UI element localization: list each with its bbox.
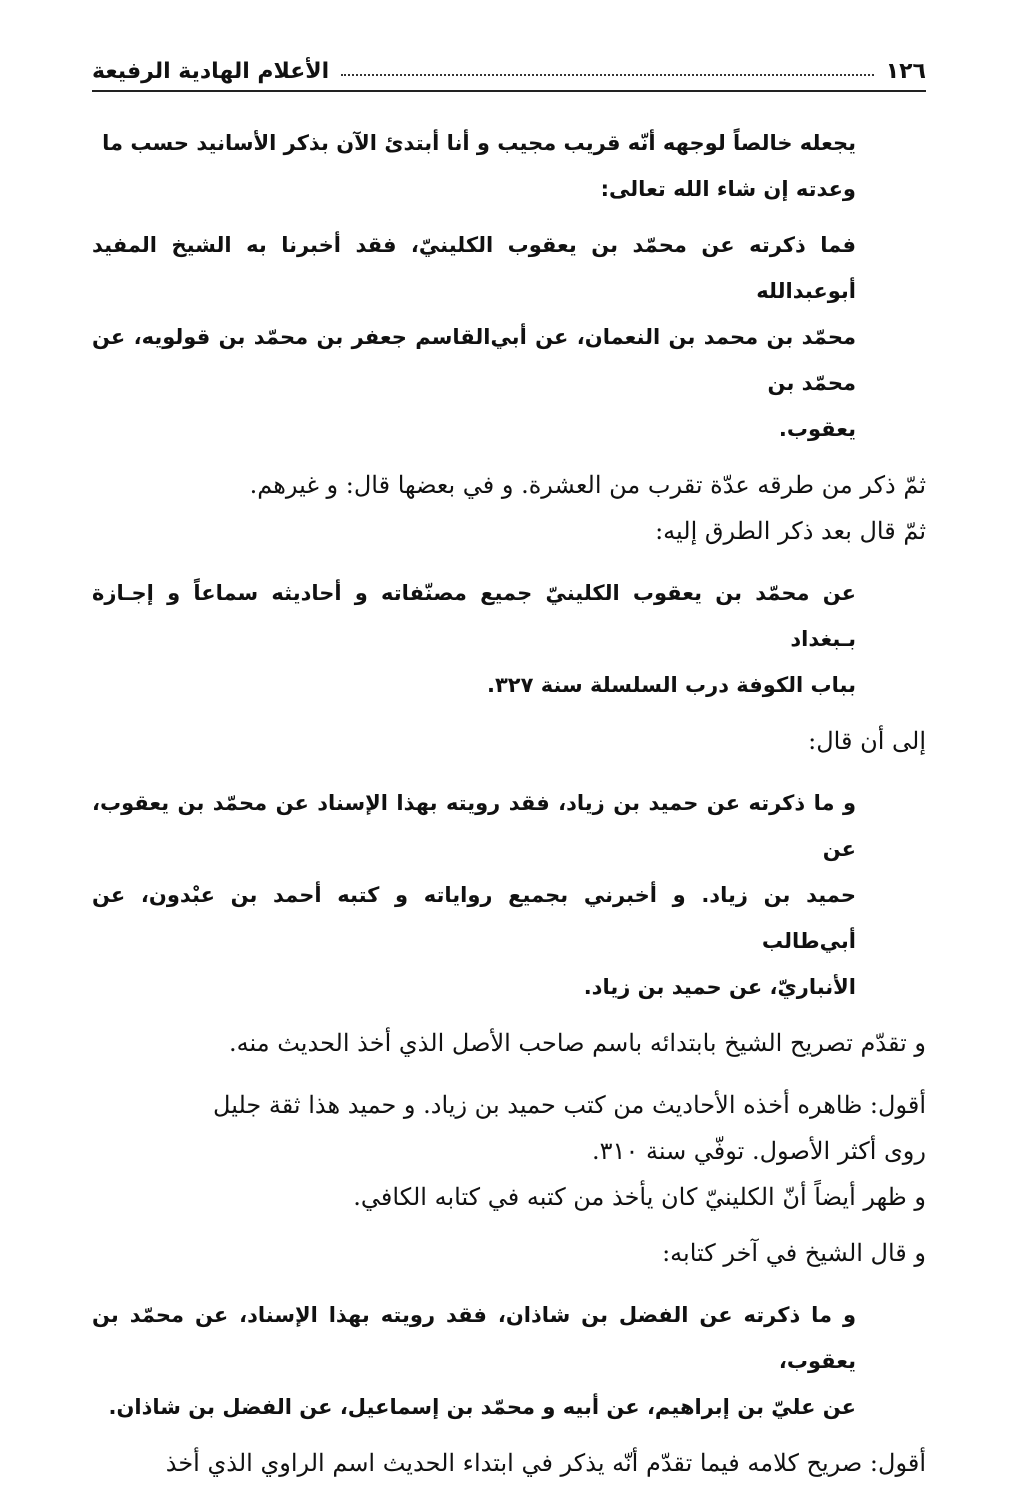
commentary-paragraph [92,1082,926,1220]
text-line: عن عليّ بن إبراهيم، عن أبيه و محمّد بن إسماعيل، عن الفضل بن شاذان. [108,1395,856,1419]
text-line: الأنباريّ، عن حميد بن زياد. [583,975,856,999]
text-line: يجعله خالصاً لوجهه أنّه قريب مجيب و أنا أبتدئ الآن بذكر الأسانيد حسب ما [102,131,856,155]
text-line: إلى أن قال: [808,727,926,755]
paragraph-gap [92,708,926,718]
text-line: و ما ذكرته عن حميد بن زياد، فقد رويته بهذا الإسناد عن محمّد بن يعقوب، عن [92,791,856,861]
text-line: أقول: صريح كلامه فيما تقدّم أنّه يذكر في ابتداء الحديث اسم الراوي الذي أخذ [165,1449,926,1477]
header-dot-leader [341,74,873,76]
commentary-paragraph [92,718,926,764]
paragraph-gap [92,764,926,780]
quoted-passage [92,780,926,1010]
page-body [92,120,926,1502]
commentary-paragraph [92,1230,926,1276]
commentary-paragraph [92,462,926,554]
page-header [92,52,926,92]
text-line: فما ذكرته عن محمّد بن يعقوب الكلينيّ، فقد أخبرنا به الشيخ المفيد أبوعبدالله [92,233,856,303]
quoted-passage [92,120,926,212]
commentary-paragraph [92,1440,926,1486]
text-line: و ظهر أيضاً أنّ الكلينيّ كان يأخذ من كتبه في كتابه الكافي. [353,1183,926,1211]
text-line: ثمّ ذكر من طرقه عدّة تقرب من العشرة. و في بعضها قال: و غيرهم. [249,471,926,499]
quoted-passage [92,222,926,452]
text-line: ثمّ قال بعد ذكر الطرق إليه: [655,517,926,545]
text-line: حميد بن زياد. و أخبرني بجميع رواياته و كتبه أحمد بن عبْدون، عن أبي‌طالب [92,883,856,953]
paragraph-gap [92,452,926,462]
text-line: يعقوب. [778,417,856,441]
paragraph-gap [92,1486,926,1502]
page-number: ١٢٦ [885,59,926,84]
paragraph-gap [92,1220,926,1230]
text-line: و ما ذكرته عن الفضل بن شاذان، فقد رويته بهذا الإسناد، عن محمّد بن يعقوب، [92,1303,856,1373]
paragraph-gap [92,212,926,222]
paragraph-gap [92,554,926,570]
text-line: عن محمّد بن يعقوب الكلينيّ جميع مصنّفاته و أحاديثه سماعاً و إجـازة بـبغداد [92,581,856,651]
paragraph-gap [92,1430,926,1440]
running-title: الأعلام الهادية الرفيعة [92,59,330,84]
text-line: و قال الشيخ في آخر كتابه: [662,1239,926,1267]
text-line: وعدته إن شاء الله تعالى: [600,177,856,201]
paragraph-gap [92,1276,926,1292]
text-line: محمّد بن محمد بن النعمان، عن أبي‌القاسم جعفر بن محمّد بن قولويه، عن محمّد بن [92,325,856,395]
paragraph-gap [92,1066,926,1082]
commentary-paragraph [92,1020,926,1066]
quoted-passage [92,570,926,708]
text-line: و تقدّم تصريح الشيخ بابتدائه باسم صاحب الأصل الذي أخذ الحديث منه. [229,1029,926,1057]
quoted-passage [92,1292,926,1430]
paragraph-gap [92,1010,926,1020]
text-line: بباب الكوفة درب السلسلة سنة ٣٢٧. [486,673,856,697]
text-line: أقول: ظاهره أخذه الأحاديث من كتب حميد بن زياد. و حميد هذا ثقة جليل [213,1091,926,1119]
text-line: روى أكثر الأصول. توفّي سنة ٣١٠. [592,1137,926,1165]
